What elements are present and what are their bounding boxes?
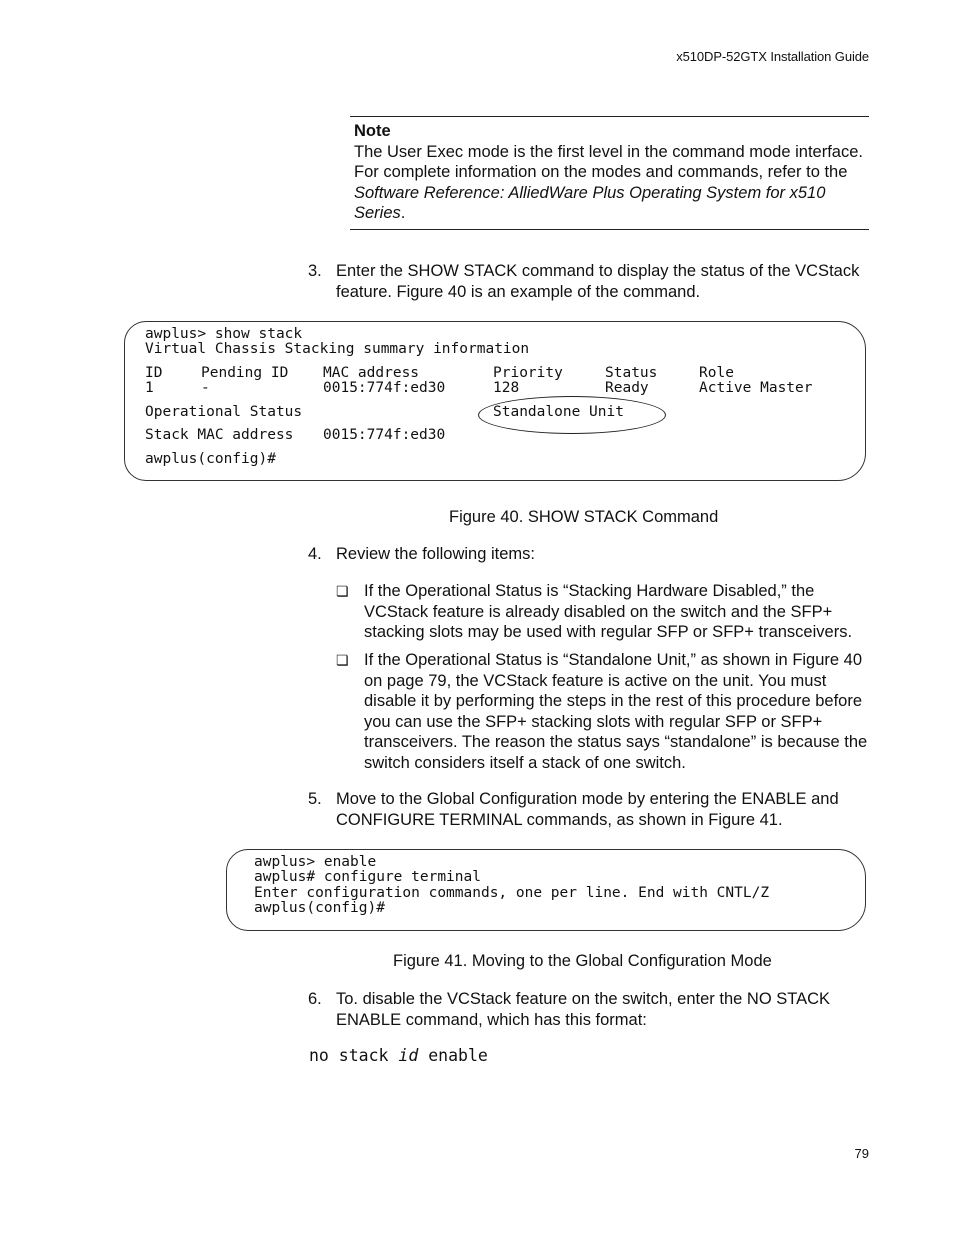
cell-id: 1 [145,380,154,396]
step-4 [308,544,868,566]
step-text: Enter the SHOW STACK command to display the status of the VCStack feature. Figure 40 is an example of the command. [336,262,860,301]
note-reference-title: Software Reference: AlliedWare Plus Operating System for x510 Series [354,183,826,222]
code-line: Virtual Chassis Stacking summary information [145,341,530,357]
operational-status-label: Operational Status [145,404,303,420]
cell-mac: 0015:774f:ed30 [323,380,446,396]
bullet-item [336,650,872,775]
col-header-priority: Priority [493,365,563,381]
step-text: Move to the Global Configuration mode by entering the ENABLE and CONFIGURE TERMINAL commands, as shown in Figure 41. [336,790,839,829]
step-number: 5. [308,790,322,808]
figure-41-code-box [226,849,866,931]
page-number: 79 [854,1146,869,1161]
running-header: x510DP-52GTX Installation Guide [676,49,869,64]
syntax-parameter: id [398,1046,419,1065]
code-line: awplus> enable [254,854,377,870]
col-header-id: ID [145,365,163,381]
step-number: 3. [308,262,322,280]
code-line: awplus# configure terminal [254,869,481,885]
figure-40-caption: Figure 40. SHOW STACK Command [449,508,719,526]
code-line: awplus> show stack [145,326,303,342]
step-number: 6. [308,990,322,1008]
bullet-text: If the Operational Status is “Stacking Hardware Disabled,” the VCStack feature is already disabled on the switch and the SFP+ stacking slots may be used with regular SFP or SFP+ transceivers. [364,582,853,641]
bullet-item [336,581,872,645]
code-prompt: awplus(config)# [145,451,276,467]
step-number: 4. [308,545,322,563]
step-text: Review the following items: [336,545,535,563]
code-line: Enter configuration commands, one per line. End with CNTL/Z [254,885,770,901]
step-5 [308,789,868,831]
col-header-status: Status [605,365,658,381]
code-line: awplus(config)# [254,900,385,916]
figure-40-code-box [124,321,866,481]
stack-mac-label: Stack MAC address [145,427,294,443]
step-3 [308,261,868,303]
step-6 [308,989,868,1031]
note-title: Note [354,122,391,140]
cell-status: Ready [605,380,649,396]
note-box [350,116,869,230]
col-header-mac: MAC address [323,365,420,381]
step-text: To. disable the VCStack feature on the switch, enter the NO STACK ENABLE command, which has this format: [336,990,831,1029]
checkbox-bullet-icon: ❏ [336,583,349,599]
checkbox-bullet-icon: ❏ [336,652,349,668]
operational-status-value: Standalone Unit [493,404,624,420]
cell-pending-id: - [201,380,210,396]
command-syntax: no stack id enable [309,1046,488,1065]
figure-41-caption: Figure 41. Moving to the Global Configuration Mode [393,952,772,970]
note-text: The User Exec mode is the first level in the command mode interface. For complete information on the modes and commands, refer to the Software Reference: AlliedWare Plus Operating System for x510 Series. [354,142,863,222]
cell-role: Active Master [699,380,813,396]
bullet-text: If the Operational Status is “Standalone Unit,” as shown in Figure 40 on page 79, the VCStack feature is active on the unit. You must disable it by performing the steps in the rest of this procedure before you can use the SFP+ stacking slots with regular SFP or SFP+ transceivers. The reason the status says “standalone” is because the switch considers itself a stack of one switch. [364,651,868,772]
col-header-role: Role [699,365,734,381]
col-header-pending-id: Pending ID [201,365,289,381]
stack-mac-value: 0015:774f:ed30 [323,427,446,443]
cell-priority: 128 [493,380,520,396]
